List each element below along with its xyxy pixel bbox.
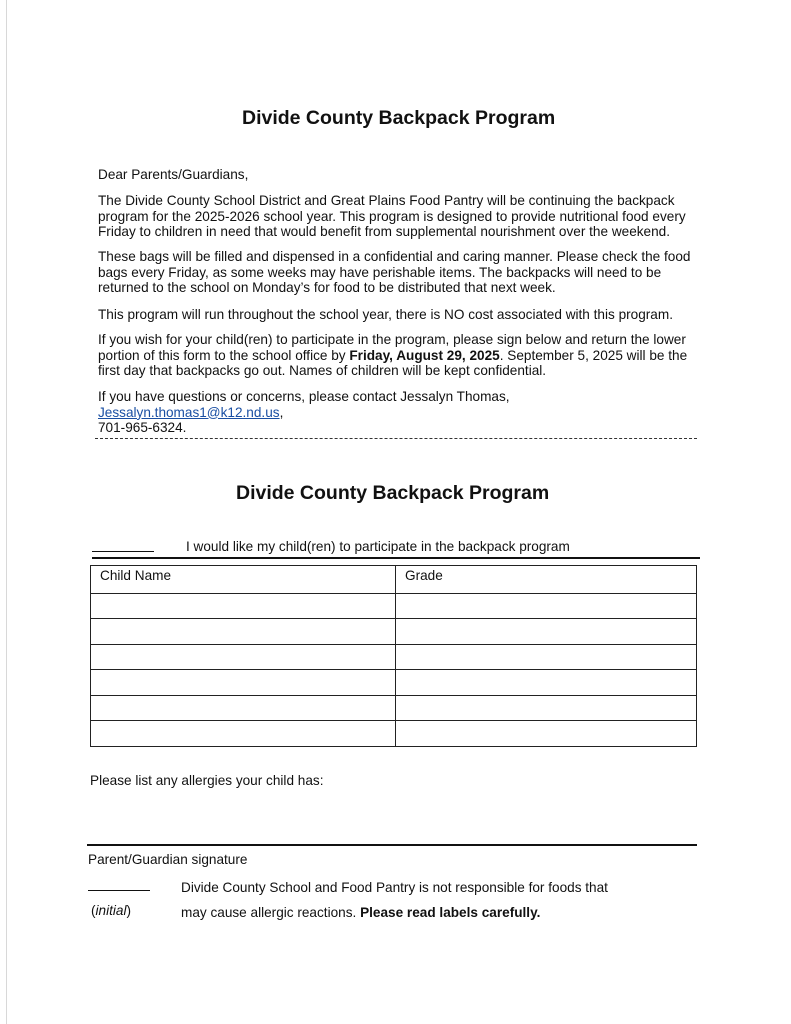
signup-start-date: . September 5, 2025 will be the first day that backpacks go out. Names of children will be kept confidential. — [98, 347, 688, 379]
letter-title: Divide County Backpack Program — [242, 107, 556, 129]
salutation: Dear Parents/Guardians, — [98, 167, 249, 182]
table-header-row — [91, 566, 697, 594]
scan-edge — [6, 0, 7, 1024]
contact-text: If you have questions or concerns, please contact Jessalyn Thomas, — [98, 389, 510, 404]
table-row — [91, 695, 697, 721]
cut-line — [95, 438, 697, 439]
table-row — [91, 644, 697, 670]
paragraph-program-intro: The Divide County School District and Great Plains Food Pantry will be continuing the backpack program for the 2025-2026 school year. This program is designed to provide nutritional food every Friday to children in need that would benefit from supplemental nourishment over the weekend. — [98, 193, 686, 240]
grade-cell[interactable] — [396, 593, 697, 619]
paragraph-signup-instructions — [98, 332, 698, 379]
signature-label: Parent/Guardian signature — [88, 852, 248, 867]
child-name-cell[interactable] — [91, 695, 396, 721]
contact-separator: , — [279, 404, 284, 420]
disclaimer-text: may cause allergic reactions. — [181, 905, 361, 920]
disclaimer-bold: Please read labels carefully. — [360, 905, 541, 920]
form-title: Divide County Backpack Program — [236, 482, 550, 504]
opt-in-text: I would like my child(ren) to participate in the backpack program — [186, 539, 570, 554]
allergy-label: Please list any allergies your child has: — [90, 773, 324, 788]
initial-text: initial — [95, 903, 127, 918]
child-name-cell[interactable] — [91, 619, 396, 645]
table-row — [91, 619, 697, 645]
signup-deadline: Friday, August 29, 2025 — [349, 347, 500, 363]
grade-cell[interactable] — [396, 695, 697, 721]
table-row — [91, 670, 697, 696]
initial-close-paren: ) — [126, 903, 132, 918]
disclaimer-line-2 — [181, 905, 540, 920]
table-row — [91, 593, 697, 619]
signup-text: If you wish for your child(ren) to participate in the program, please sign below and return the lower portion of this form to the school office by — [98, 332, 686, 363]
disclaimer-line-1: Divide County School and Food Pantry is not responsible for foods that — [181, 880, 608, 895]
grade-cell[interactable] — [396, 670, 697, 696]
paragraph-contact — [98, 389, 698, 436]
paragraph-no-cost: This program will run throughout the school year, there is NO cost associated with this program. — [98, 307, 673, 322]
opt-in-underline — [92, 557, 700, 559]
grade-cell[interactable] — [396, 644, 697, 670]
paragraph-bag-handling: These bags will be filled and dispensed in a confidential and caring manner. Please check the food bags every Friday, as some weeks may have perishable items. The backpacks will need to be returned to the school on Monday’s for food to be distributed that next week. — [98, 249, 691, 296]
signature-line[interactable] — [87, 844, 697, 846]
header-grade: Grade — [396, 566, 697, 594]
opt-in-blank[interactable] — [92, 551, 154, 552]
grade-cell[interactable] — [396, 721, 697, 747]
child-name-cell[interactable] — [91, 670, 396, 696]
header-child-name: Child Name — [91, 566, 396, 594]
initial-open-paren: ( — [91, 903, 96, 918]
child-name-cell[interactable] — [91, 593, 396, 619]
table-row — [91, 721, 697, 747]
child-name-cell[interactable] — [91, 644, 396, 670]
grade-cell[interactable] — [396, 619, 697, 645]
child-name-cell[interactable] — [91, 721, 396, 747]
children-table — [90, 565, 697, 747]
contact-phone: 701-965-6324. — [98, 420, 187, 436]
initial-label — [91, 903, 131, 918]
initial-blank[interactable] — [88, 890, 150, 891]
contact-email-link[interactable]: Jessalyn.thomas1@k12.nd.us — [98, 404, 280, 420]
